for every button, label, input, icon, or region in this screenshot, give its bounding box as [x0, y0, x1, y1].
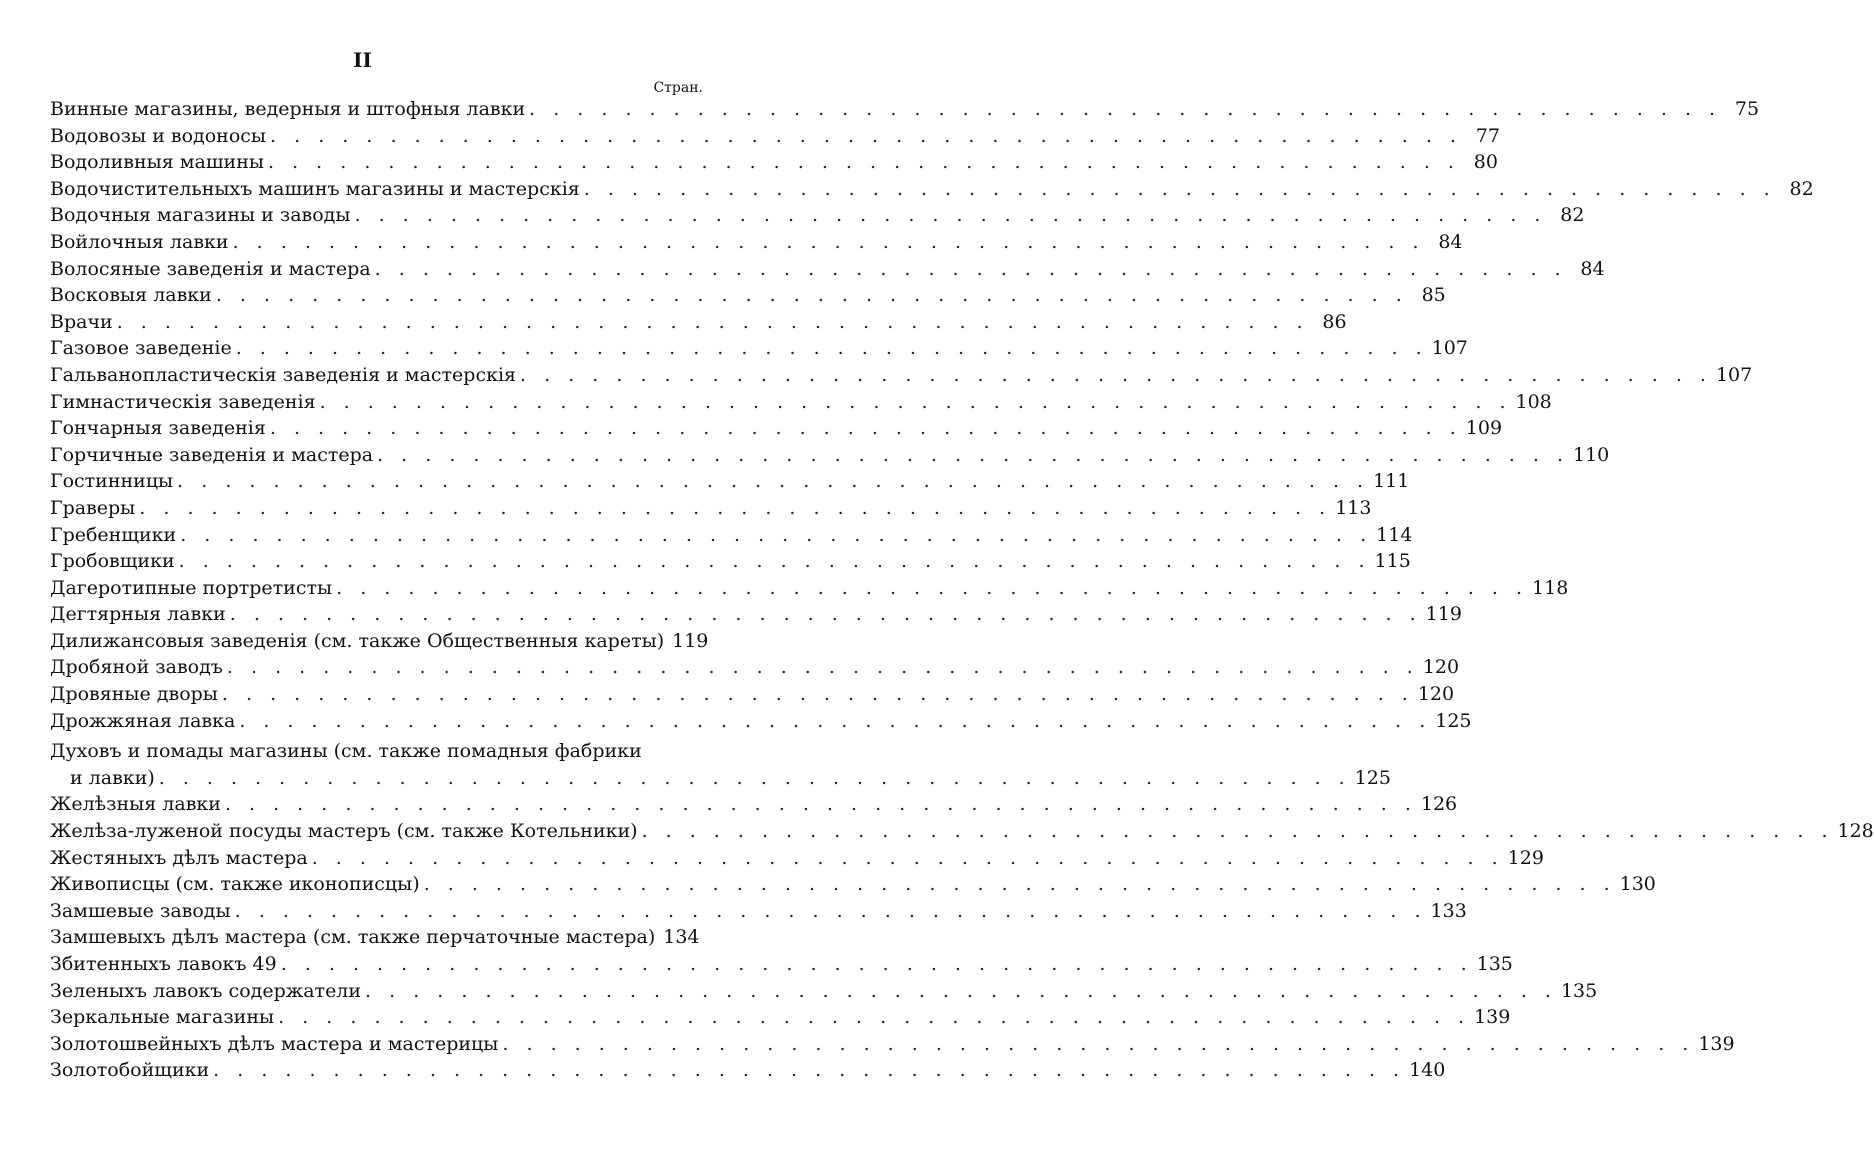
toc-entry-page: 125 — [1435, 709, 1472, 732]
toc-entry — [50, 628, 709, 655]
toc-entry-page: 77 — [1475, 124, 1500, 147]
toc-entry-title-line2: и лавки) — [70, 766, 155, 789]
toc-leader-dots: . . . . . . . . . . . . . . . . . . . . . . . . . . . . . . . . . . . . . . . . . . . . . . . . . . — [374, 257, 1567, 280]
toc-entry-page: 120 — [1417, 683, 1455, 706]
toc-entry-page: 118 — [1532, 576, 1569, 599]
toc-entry-title: Гальванопластическія заведенія и мастерскія — [50, 363, 517, 386]
toc-leader-dots: . . . . . . . . . . . . . . . . . . . . . . . . . . . . . . . . . . . . . . . . . . . . . . . . . . — [280, 953, 1473, 975]
toc-list-primary — [50, 96, 1814, 734]
toc-leader-dots: . . . . . . . . . . . . . . . . . . . . . . . . . . . . . . . . . . . . . . . . . . . . . . . . . . — [377, 443, 1569, 466]
toc-leader-dots: . . . . . . . . . . . . . . . . . . . . . . . . . . . . . . . . . . . . . . . . . . . . . . . . . . — [177, 470, 1370, 493]
toc-entry-title: Замшевыхъ дѣлъ мастера (см. также перчаточные мастера) — [50, 926, 656, 949]
toc-entry — [50, 282, 1446, 309]
toc-leader-dots: . . . . . . . . . . . . . . . . . . . . . . . . . . . . . . . . . . . . . . . . . . . . . . . . . . — [229, 603, 1422, 626]
toc-leader-dots: . . . . . . . . . . . . . . . . . . . . . . . . . . . . . . . . . . . . . . . . . . . . . . . . . . — [583, 177, 1776, 200]
toc-entry-page: 125 — [1354, 766, 1391, 789]
toc-entry — [50, 176, 1814, 203]
toc-entry-title: Дилижансовыя заведенія (см. также Общественныя кареты) — [50, 629, 665, 652]
toc-leader-dots: . . . . . . . . . . . . . . . . . . . . . . . . . . . . . . . . . . . . . . . . . . . . . . . . . . — [278, 1006, 1471, 1029]
table-of-contents — [50, 96, 1874, 1084]
toc-entry-title: Зеркальные магазины — [50, 1006, 275, 1029]
toc-entry — [50, 871, 1656, 898]
toc-entry-title: Дробяной заводъ — [50, 656, 223, 679]
toc-entry — [50, 522, 1413, 549]
toc-entry — [50, 1057, 1446, 1084]
toc-entry-title: Водочныя магазины и заводы — [50, 204, 351, 227]
toc-leader-dots: . . . . . . . . . . . . . . . . . . . . . . . . . . . . . . . . . . . . . . . . . . . . . . . . . . — [224, 793, 1417, 816]
toc-leader-dots: . . . . . . . . . . . . . . . . . . . . . . . . . . . . . . . . . . . . . . . . . . . . . . . . . . — [270, 124, 1462, 147]
toc-entry-title: Горчичные заведенія и мастера — [50, 443, 374, 466]
toc-entry — [50, 845, 1544, 872]
toc-entry — [50, 791, 1458, 818]
toc-entry-page: 85 — [1421, 284, 1446, 307]
toc-entry-page: 115 — [1374, 550, 1411, 573]
toc-entry — [50, 229, 1463, 256]
toc-entry-page: 108 — [1515, 390, 1552, 413]
toc-entry-page: 128 — [1837, 820, 1874, 843]
toc-entry-page: 114 — [1376, 523, 1413, 546]
toc-entry-title: Дагеротипные портретисты — [50, 576, 333, 599]
toc-entry-page: 86 — [1322, 310, 1347, 333]
toc-entry-page: 84 — [1580, 257, 1605, 280]
toc-entry — [50, 468, 1410, 495]
toc-entry — [50, 898, 1467, 925]
toc-leader-dots: . . . . . . . . . . . . . . . . . . . . . . . . . . . . . . . . . . . . . . . . . . . . . . . . . . — [215, 284, 1408, 307]
toc-leader-dots: . . . . . . . . . . . . . . . . . . . . . . . . . . . . . . . . . . . . . . . . . . . . . . . . . . — [529, 98, 1722, 120]
toc-leader-dots: . . . . . . . . . . . . . . . . . . . . . . . . . . . . . . . . . . . . . . . . . . . . . . . . . . — [235, 337, 1428, 360]
toc-entry — [50, 335, 1468, 362]
toc-entry — [50, 818, 1874, 845]
toc-entry-page: 139 — [1698, 1032, 1735, 1055]
toc-leader-dots: . . . . . . . . . . . . . . . . . . . . . . . . . . . . . . . . . . . . . . . . . . . . . . . . . . — [520, 363, 1712, 386]
toc-entry-title: Гробовщики — [50, 550, 175, 573]
toc-entry-title: Гостинницы — [50, 470, 174, 493]
toc-entry — [50, 495, 1372, 522]
toc-entry-page: 135 — [1476, 953, 1513, 975]
toc-leader-dots: . . . . . . . . . . . . . . . . . . . . . . . . . . . . . . . . . . . . . . . . . . . . . . . . . . — [336, 576, 1529, 599]
toc-entry-title: Водовозы и водоносы — [50, 124, 267, 147]
toc-leader-dots: . . . . . . . . . . . . . . . . . . . . . . . . . . . . . . . . . . . . . . . . . . . . . . . . . . — [641, 820, 1834, 843]
toc-entry — [50, 362, 1753, 389]
toc-entry-title: Винные магазины, ведерныя и штофныя лавки — [50, 98, 526, 120]
toc-leader-dots: . . . . . . . . . . . . . . . . . . . . . . . . . . . . . . . . . . . . . . . . . . . . . . . . . . — [226, 656, 1419, 679]
toc-leader-dots: . . . . . . . . . . . . . . . . . . . . . . . . . . . . . . . . . . . . . . . . . . . . . . . . . . — [213, 1059, 1406, 1082]
toc-leader-dots: . . . . . . . . . . . . . . . . . . . . . . . . . . . . . . . . . . . . . . . . . . . . . . . . . . — [365, 979, 1557, 1002]
toc-entry-title: Восковыя лавки — [50, 284, 212, 307]
toc-entry-multiline — [50, 734, 1391, 791]
toc-leader-dots: . . . . . . . . . . . . . . . . . . . . . . . . . . . . . . . . . . . . . . . . . . . . . . . . . . — [319, 390, 1512, 413]
toc-entry — [50, 1004, 1511, 1031]
toc-entry — [50, 123, 1500, 150]
page-roman-numeral: II — [353, 48, 372, 72]
toc-leader-dots: . . . . . . . . . . . . . . . . . . . . . . . . . . . . . . . . . . . . . . . . . . . . . . . . . . — [239, 709, 1432, 732]
toc-leader-dots: . . . . . . . . . . . . . . . . . . . . . . . . . . . . . . . . . . . . . . . . . . . . . . . . . . — [221, 683, 1414, 706]
toc-entry — [50, 96, 1760, 123]
toc-entry-page: 119 — [1425, 603, 1462, 626]
toc-entry-title: Волосяные заведенія и мастера — [50, 257, 371, 280]
toc-entry-title: Жестяныхъ дѣлъ мастера — [50, 846, 308, 869]
toc-entry-page: 135 — [1560, 979, 1598, 1002]
toc-entry — [50, 924, 700, 951]
toc-entry-title: Гончарныя заведенія — [50, 417, 266, 440]
toc-entry-page: 134 — [663, 926, 700, 949]
toc-leader-dots: . . . . . . . . . . . . . . . . . . . . . . . . . . . . . . . . . . . . . . . . . . . . . . . . . . — [116, 310, 1309, 333]
toc-entry-continuation — [50, 765, 1391, 792]
toc-entry — [50, 202, 1585, 229]
toc-entry-title: Желѣзныя лавки — [50, 793, 221, 816]
toc-entry — [50, 309, 1347, 336]
toc-entry-page: 120 — [1422, 656, 1460, 679]
toc-entry — [50, 389, 1552, 416]
toc-entry-page: 107 — [1431, 337, 1468, 360]
toc-entry — [50, 548, 1411, 575]
toc-entry-page: 140 — [1409, 1059, 1446, 1082]
toc-entry — [50, 442, 1610, 469]
toc-list-secondary — [50, 791, 1874, 1084]
toc-entry-title: Живописцы (см. также иконописцы) — [50, 873, 420, 896]
page-column-label: Стран. — [653, 80, 703, 96]
toc-entry-page: 111 — [1373, 470, 1410, 493]
toc-entry — [50, 951, 1513, 978]
toc-entry-page: 75 — [1734, 98, 1760, 120]
toc-entry — [50, 256, 1605, 283]
toc-entry — [50, 575, 1569, 602]
toc-entry-page: 129 — [1507, 846, 1544, 869]
toc-entry-title: Гребенщики — [50, 523, 177, 546]
toc-entry-title: Водочистительныхъ машинъ магазины и мастерскія — [50, 177, 580, 200]
toc-entry-title: Зеленыхъ лавокъ содержатели — [50, 979, 362, 1002]
toc-leader-dots: . . . . . . . . . . . . . . . . . . . . . . . . . . . . . . . . . . . . . . . . . . . . . . . . . . — [354, 204, 1547, 227]
toc-entry-title: Замшевые заводы — [50, 899, 231, 922]
toc-entry-title: Врачи — [50, 310, 113, 333]
toc-entry-title: Граверы — [50, 496, 136, 519]
toc-entry — [50, 415, 1503, 442]
toc-leader-dots: . . . . . . . . . . . . . . . . . . . . . . . . . . . . . . . . . . . . . . . . . . . . . . . . . . — [178, 550, 1371, 573]
toc-leader-dots: . . . . . . . . . . . . . . . . . . . . . . . . . . . . . . . . . . . . . . . . . . . . . . . . . . — [502, 1032, 1695, 1055]
toc-entry-page: 107 — [1715, 363, 1753, 386]
toc-entry-title: Войлочныя лавки — [50, 230, 229, 253]
toc-leader-dots: . . . . . . . . . . . . . . . . . . . . . . . . . . . . . . . . . . . . . . . . . . . . . . . . . . — [232, 230, 1425, 253]
toc-leader-dots: . . . . . . . . . . . . . . . . . . . . . . . . . . . . . . . . . . . . . . . . . . . . . . . . . . — [423, 873, 1616, 896]
toc-entry — [50, 149, 1498, 176]
toc-entry-title: Золотошвейныхъ дѣлъ мастера и мастерицы — [50, 1032, 499, 1055]
toc-entry-title: Дегтярныя лавки — [50, 603, 226, 626]
toc-entry-page: 133 — [1430, 899, 1467, 922]
toc-entry-title: Збитенныхъ лавокъ 49 — [50, 953, 277, 975]
toc-entry-title: Золотобойщики — [50, 1059, 210, 1082]
toc-entry-page: 119 — [672, 629, 709, 652]
toc-entry-page: 109 — [1465, 417, 1503, 440]
toc-entry-page: 113 — [1335, 496, 1372, 519]
toc-leader-dots: . . . . . . . . . . . . . . . . . . . . . . . . . . . . . . . . . . . . . . . . . . . . . . . . . . — [158, 766, 1351, 789]
toc-entry — [50, 1031, 1735, 1058]
toc-entry-title: Желѣза-луженой посуды мастеръ (см. также Котельники) — [50, 820, 638, 843]
toc-entry-title: Дрожжяная лавка — [50, 709, 236, 732]
toc-entry-page: 130 — [1619, 873, 1656, 896]
toc-leader-dots: . . . . . . . . . . . . . . . . . . . . . . . . . . . . . . . . . . . . . . . . . . . . . . . . . . — [311, 846, 1504, 869]
toc-entry-title: Гимнастическія заведенія — [50, 390, 316, 413]
toc-leader-dots: . . . . . . . . . . . . . . . . . . . . . . . . . . . . . . . . . . . . . . . . . . . . . . . . . . — [269, 417, 1462, 440]
toc-leader-dots: . . . . . . . . . . . . . . . . . . . . . . . . . . . . . . . . . . . . . . . . . . . . . . . . . . — [139, 496, 1332, 519]
toc-entry-page: 82 — [1789, 177, 1814, 200]
toc-leader-dots: . . . . . . . . . . . . . . . . . . . . . . . . . . . . . . . . . . . . . . . . . . . . . . . . . . — [268, 151, 1460, 174]
toc-entry-page: 80 — [1473, 151, 1498, 174]
toc-entry-page: 82 — [1560, 204, 1585, 227]
toc-entry-page: 126 — [1420, 793, 1458, 816]
toc-entry — [50, 708, 1472, 735]
toc-leader-dots: . . . . . . . . . . . . . . . . . . . . . . . . . . . . . . . . . . . . . . . . . . . . . . . . . . — [234, 899, 1427, 922]
toc-entry — [50, 654, 1460, 681]
toc-entry-title-line1: Духовъ и помады магазины (см. также помадныя фабрики — [50, 740, 642, 763]
toc-entry — [50, 681, 1455, 708]
toc-entry-page: 110 — [1573, 443, 1610, 466]
toc-leader-dots: . . . . . . . . . . . . . . . . . . . . . . . . . . . . . . . . . . . . . . . . . . . . . . . . . . — [180, 523, 1373, 546]
toc-entry-title: Водоливныя машины — [50, 151, 265, 174]
toc-entry-page: 84 — [1438, 230, 1463, 253]
toc-entry — [50, 978, 1598, 1005]
toc-entry-title: Газовое заведеніе — [50, 337, 232, 360]
toc-entry-title: Дровяные дворы — [50, 683, 218, 706]
toc-entry-page: 139 — [1474, 1006, 1511, 1029]
toc-entry — [50, 601, 1462, 628]
